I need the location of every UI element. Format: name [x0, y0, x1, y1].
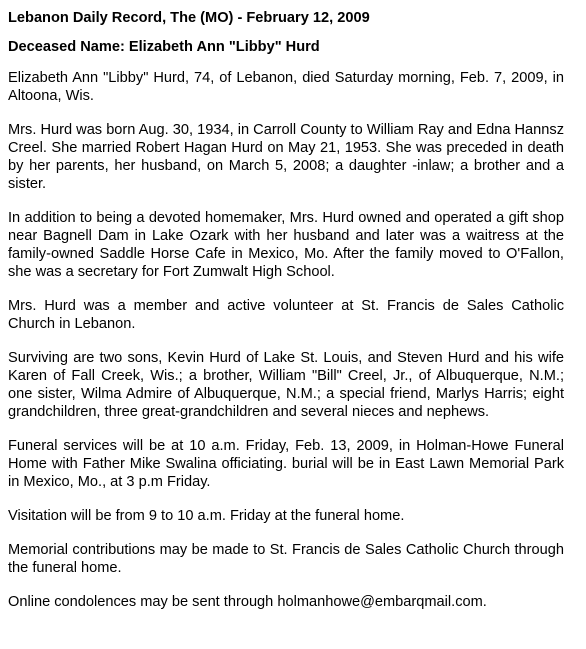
source-line: Lebanon Daily Record, The (MO) - February 12, 2009: [8, 10, 370, 26]
funeral-services-paragraph: Funeral services will be at 10 a.m. Friday, Feb. 13, 2009, in Holman-Howe Funeral Home with Father Mike Swalina officiating. burial will be in East Lawn Memorial Park in Mexico, Mo., at 3 p.m Friday.: [8, 438, 564, 490]
church-paragraph: Mrs. Hurd was a member and active volunteer at St. Francis de Sales Catholic Church in Lebanon.: [8, 298, 564, 332]
memorial-contributions-paragraph: Memorial contributions may be made to St. Francis de Sales Catholic Church through the funeral home.: [8, 542, 564, 576]
survivors-paragraph: Surviving are two sons, Kevin Hurd of Lake St. Louis, and Steven Hurd and his wife Karen of Fall Creek, Wis.; a brother, William "Bill" Creel, Jr., of Albuquerque, N.M.; one sister, Wilma Admire of Albuquerque, N.M.; a special friend, Marlys Harris; eight grandchildren, three great-grandchildren and several nieces and nephews.: [8, 350, 564, 420]
condolences-paragraph: Online condolences may be sent through holmanhowe@embarqmail.com.: [8, 594, 487, 610]
visitation-paragraph: Visitation will be from 9 to 10 a.m. Friday at the funeral home.: [8, 508, 405, 524]
deceased-name-line: Deceased Name: Elizabeth Ann "Libby" Hurd: [8, 39, 320, 55]
death-notice-paragraph: Elizabeth Ann "Libby" Hurd, 74, of Lebanon, died Saturday morning, Feb. 7, 2009, in Altoona, Wis.: [8, 70, 564, 104]
career-paragraph: In addition to being a devoted homemaker, Mrs. Hurd owned and operated a gift shop near Bagnell Dam in Lake Ozark with her husband and later was a waitress at the family-owned Saddle Horse Cafe in Mexico, Mo. After the family moved to O'Fallon, she was a secretary for Fort Zumwalt High School.: [8, 210, 564, 280]
birth-family-paragraph: Mrs. Hurd was born Aug. 30, 1934, in Carroll County to William Ray and Edna Hannsz Creel. She married Robert Hagan Hurd on May 21, 1953. She was preceded in death by her parents, her husband, on March 5, 2008; a daughter -inlaw; a brother and a sister.: [8, 122, 564, 192]
